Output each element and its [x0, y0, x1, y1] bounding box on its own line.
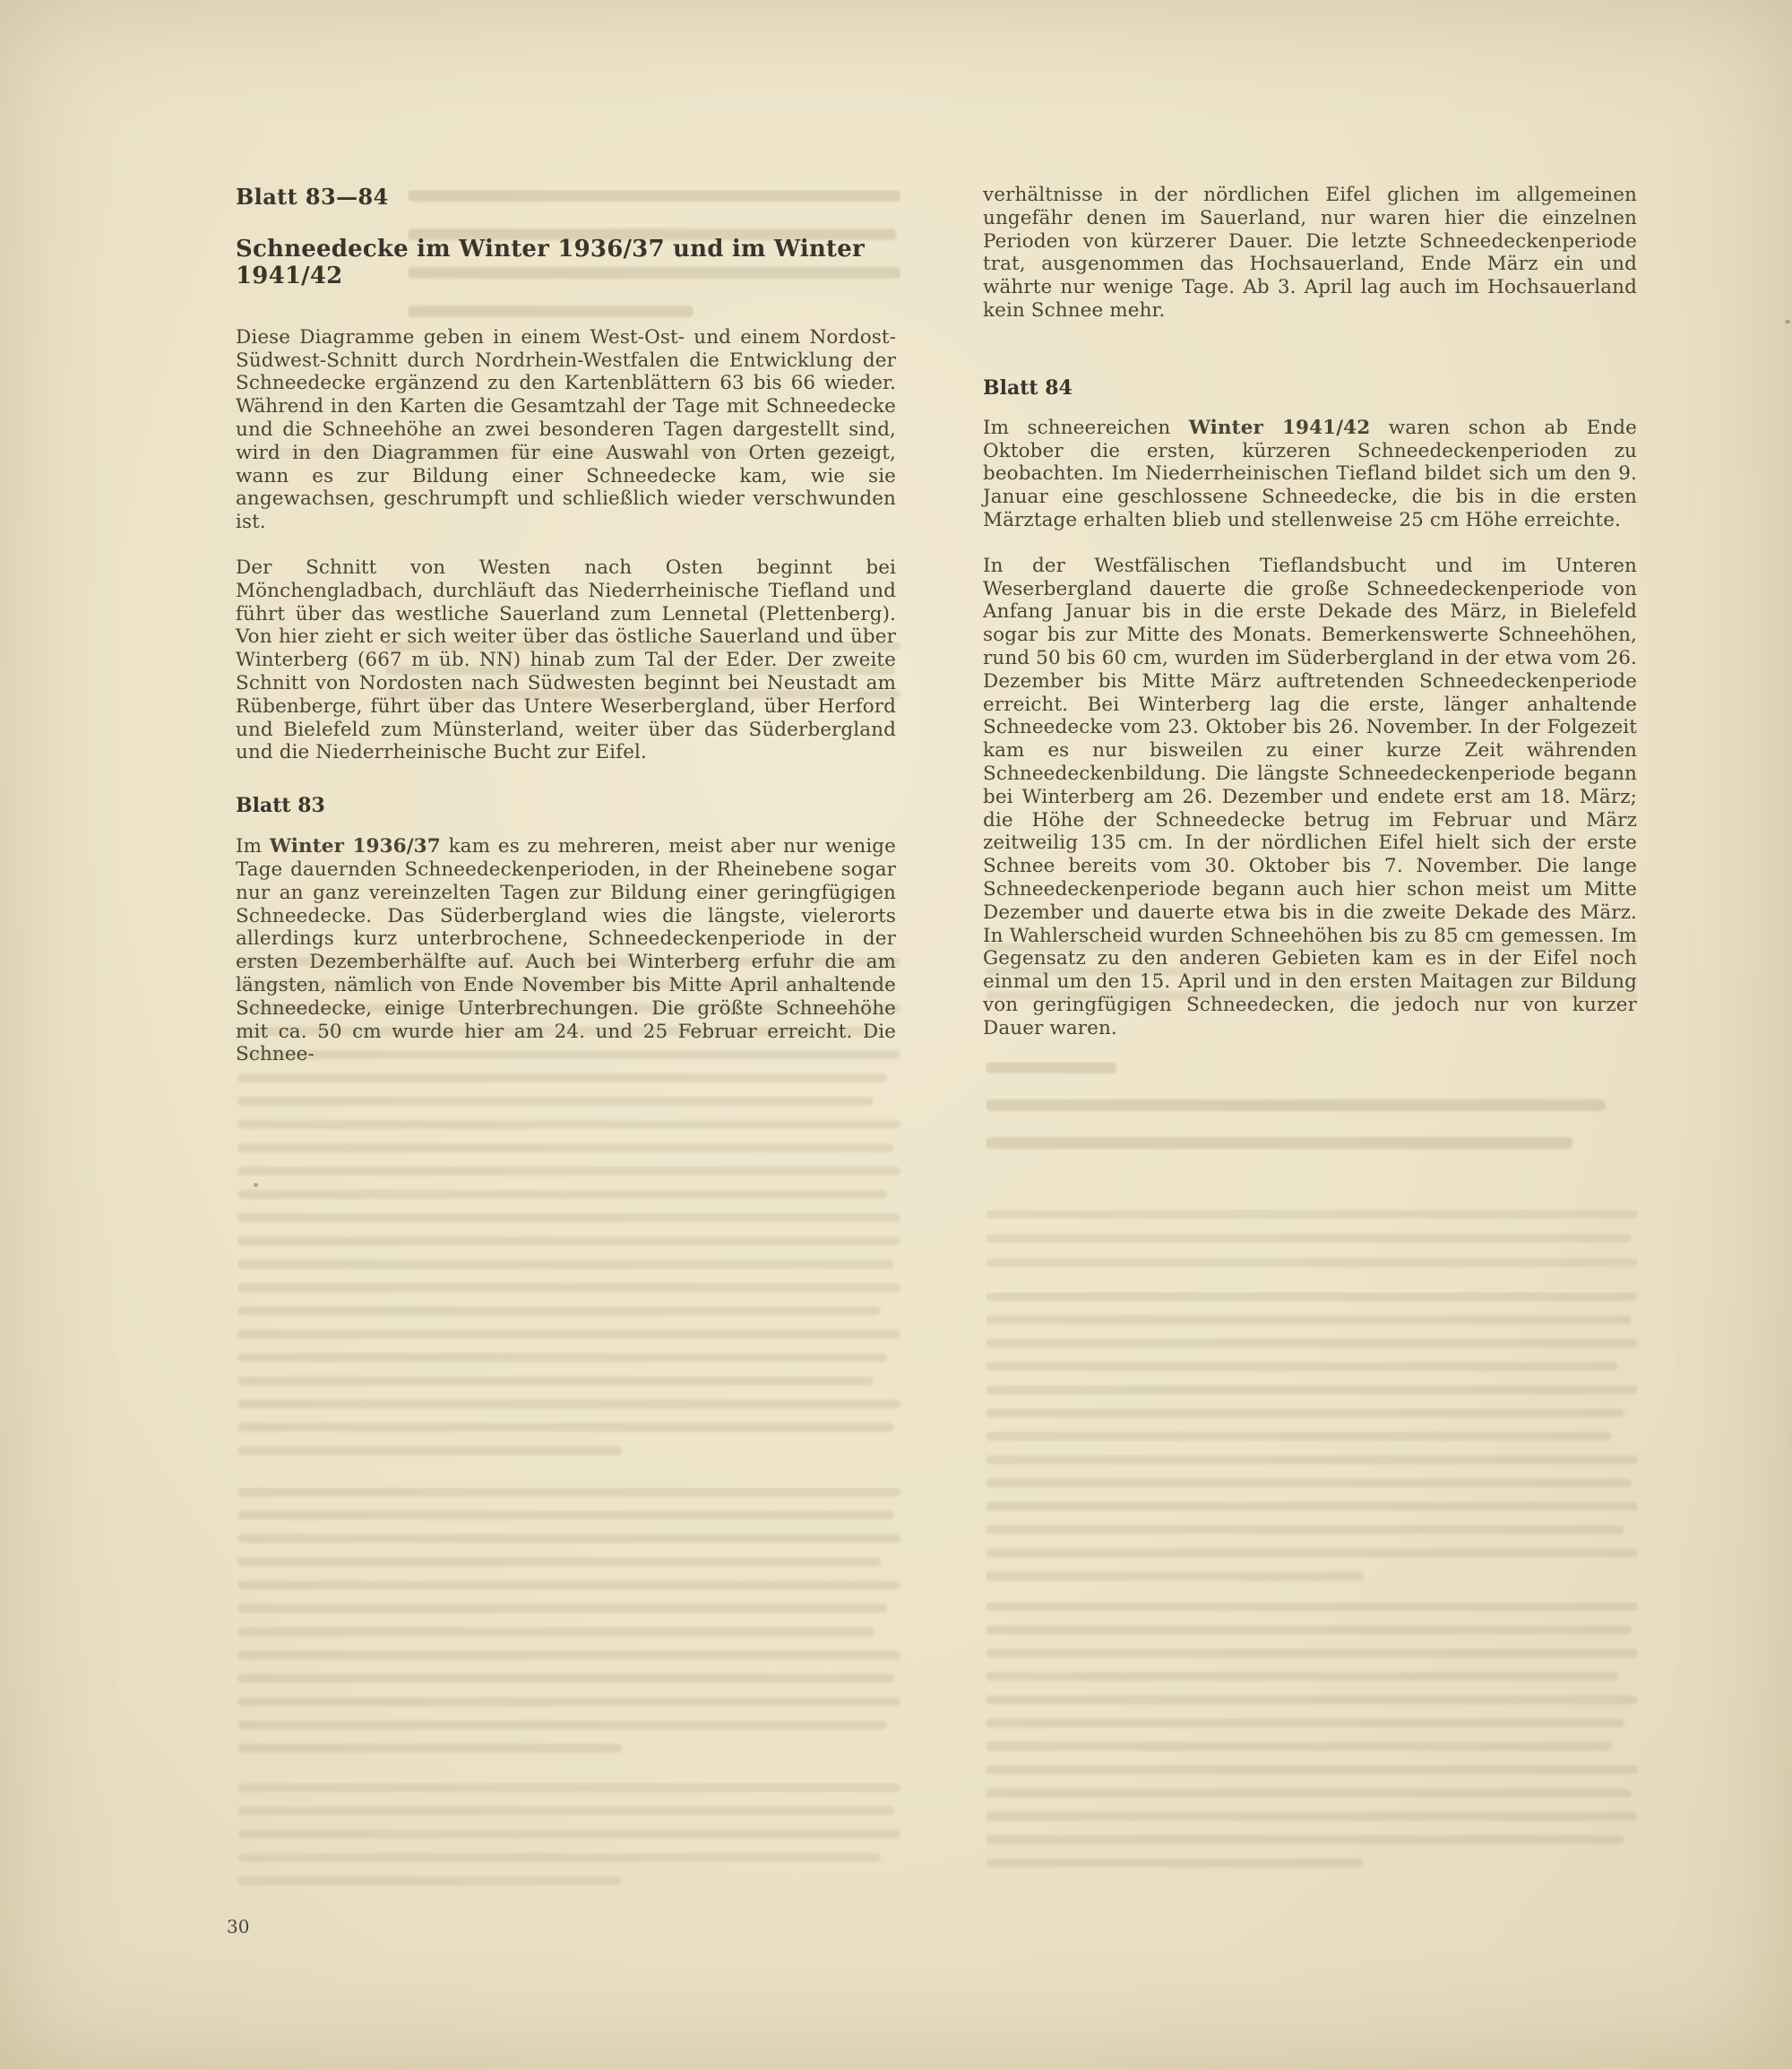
bleed-through-line — [237, 1143, 894, 1152]
section-heading-blatt-83: Blatt 83 — [236, 794, 325, 818]
bleed-through-line — [237, 1260, 894, 1269]
sheet-range-heading: Blatt 83—84 — [236, 184, 389, 210]
bleed-through-line — [986, 1315, 1632, 1324]
bleed-through-line — [986, 1234, 1632, 1243]
bleed-through-line — [986, 1765, 1638, 1774]
bleed-through-line — [237, 1167, 900, 1176]
section-heading-blatt-84: Blatt 84 — [983, 375, 1073, 400]
bleed-through-line — [986, 1362, 1618, 1371]
bleed-through-line — [986, 1812, 1638, 1821]
paragraph-text: kam es zu mehreren, meist aber nur wenige Tage dauernden Schneedeckenperioden, in der Rheinebene sogar nur an ganz vereinzelten Tagen zur Bildung einer geringfügigen Schneedecke. Das Süderbergland wies die längste, vielerorts allerdings kurz unterbrochene, Schneedeckenperiode in der ersten Dezemberhälfte auf. Auch bei Winterberg erfuhr die am längsten, nämlich von Ende November bis Mitte April anhaltende Schneedecke, einige Unterbrechungen. Die größte Schneehöhe mit ca. 50 cm wurde hier am 24. und 25 Februar erreicht. Die Schnee- — [236, 835, 896, 1066]
bleed-through-line — [237, 1400, 900, 1409]
bleed-through-line — [986, 1339, 1638, 1348]
bleed-through-line — [237, 1487, 900, 1496]
bleed-through-line — [237, 1651, 900, 1660]
bleed-through-line — [986, 1548, 1638, 1557]
bleed-through-line — [986, 1672, 1618, 1681]
bleed-through-line — [237, 1534, 900, 1543]
bleed-through-line — [986, 1742, 1612, 1751]
bleed-through-line — [237, 1097, 874, 1106]
bleed-through-line — [237, 1853, 881, 1862]
bleed-through-line — [237, 1213, 900, 1222]
bleed-through-line — [986, 1385, 1638, 1394]
bleed-through-line — [986, 1719, 1624, 1728]
bleed-through-line — [986, 1625, 1632, 1634]
intro-paragraph-1: Diese Diagramme geben in einem West-Ost- und einem Nordost-Südwest-Schnitt durch Nordrhein-Westfalen die Entwicklung der Schneedecke ergänzend zu den Kartenblättern 63 bis 66 wieder. Während in den Karten die Gesamtzahl der Tage mit Schneedecke und die Schneehöhe an zwei besonderen Tagen dargestellt sind, wird in den Diagrammen für eine Auswahl von Orten gezeigt, wann es zur Bildung einer Schneedecke kam, wie sie angewachsen, geschrumpft und schließlich wieder verschwunden ist. — [236, 325, 896, 534]
bleed-through-line — [237, 1376, 874, 1385]
bleed-through-line — [237, 1283, 900, 1292]
bleed-through-line — [237, 1190, 887, 1199]
bleed-through-line — [986, 1099, 1606, 1111]
bleed-through-line — [237, 1423, 894, 1432]
bleed-through-line — [237, 1876, 622, 1885]
bleed-through-line — [237, 1744, 622, 1753]
bleed-through-line — [986, 1137, 1572, 1149]
blatt-84-paragraph-2: In der Westfälischen Tieflandsbucht und im Unteren Weserbergland dauerte die große Schneedeckenperiode von Anfang Januar bis in die erste Dekade des März, in Bielefeld sogar bis zur Mitte des Monats. Bemerkenswerte Schneehöhen, rund 50 bis 60 cm, wurden im Süderbergland in der etwa vom 26. Dezember bis Mitte März auftretenden Schneedeckenperiode erreicht. Bei Winterberg lag die erste, länger anhaltende Schneedecke vom 23. Oktober bis 26. November. In der Folgezeit kam es nur bisweilen zu einer kurze Zeit währenden Schneedeckenbildung. Die längste Schneedeckenperiode begann bei Winterberg am 26. Dezember und endete erst am 18. März; die Höhe der Schneedecke betrug im Februar und März zeitweilig 135 cm. In der nördlichen Eifel hielt sich der erste Schnee bereits vom 30. Oktober bis 7. November. Die lange Schneedeckenperiode begann auch hier schon meist um Mitte Dezember und dauerte etwa bis in die zweite Dekade des März. In Wahlerscheid wurden Schneehöhen bis zu 85 cm gemessen. Im Gegensatz zu den anderen Gebieten kam es in der Eifel noch einmal um den 15. April und in den ersten Maitagen zur Bildung von geringfügigen Schneedecken, die jedoch nur von kurzer Dauer waren. — [983, 554, 1637, 1039]
bleed-through-line — [986, 1695, 1638, 1704]
bleed-through-line — [986, 1572, 1364, 1581]
bleed-through-line — [237, 1806, 894, 1815]
bleed-through-line — [237, 1783, 900, 1792]
winter-1941-42-bold: Winter 1941/42 — [1188, 416, 1371, 439]
bleed-through-line — [986, 1432, 1612, 1441]
page-title: Schneedecke im Winter 1936/37 und im Winter 1941/42 — [236, 236, 865, 289]
bleed-through-line — [237, 1511, 894, 1520]
bleed-through-line — [237, 1446, 622, 1455]
bleed-through-line — [237, 1720, 887, 1729]
blatt-83-paragraph — [236, 835, 896, 1066]
bleed-through-text — [237, 1487, 900, 1767]
bleed-through-line — [986, 1789, 1632, 1797]
winter-1936-37-bold: Winter 1936/37 — [269, 835, 441, 858]
bleed-through-text — [986, 1210, 1638, 1282]
bleed-through-line — [237, 1073, 887, 1082]
bleed-through-line — [237, 1306, 881, 1315]
bleed-through-line — [986, 1502, 1638, 1511]
bleed-through-line — [237, 1557, 881, 1566]
bleed-through-line — [237, 1604, 887, 1613]
blatt-84-paragraph-1 — [983, 417, 1637, 532]
right-column — [983, 184, 1637, 1040]
bleed-through-line — [986, 1649, 1638, 1658]
bleed-through-line — [237, 1330, 900, 1339]
bleed-through-line — [986, 1455, 1638, 1464]
bleed-through-line — [986, 1858, 1364, 1867]
bleed-through-line — [237, 1627, 874, 1636]
intro-paragraph-2: Der Schnitt von Westen nach Osten beginnt bei Mönchengladbach, durchläuft das Niederrheinische Tiefland und führt über das westliche Sauerland zum Lennetal (Plettenberg). Von hier zieht er sich weiter über das östliche Sauerland und über Winterberg (667 m üb. NN) hinab zum Tal der Eder. Der zweite Schnitt von Nordosten nach Südwesten beginnt bei Neustadt am Rübenberge, führt über das Untere Weserbergland, über Herford und Bielefeld zum Münsterland, weiter über das Süderbergland und die Niederrheinische Bucht zur Eifel. — [236, 556, 896, 764]
bleed-through-line — [237, 1830, 900, 1839]
bleed-through-text — [986, 1292, 1638, 1595]
paper-speck — [1785, 320, 1790, 323]
bleed-through-line — [986, 1409, 1624, 1418]
bleed-through-line — [237, 1237, 900, 1246]
bleed-through-line — [986, 1525, 1624, 1534]
bleed-through-line — [237, 1581, 900, 1590]
bleed-through-line — [986, 1478, 1632, 1487]
bleed-through-line — [986, 1835, 1624, 1844]
paragraph-text: Im — [236, 835, 270, 858]
paragraph-text: waren schon ab Ende Oktober die ersten, kürzeren Schneedeckenperioden zu beobachten. Im Niederrheinischen Tiefland bildet sich um den 9. Januar eine geschlossene Schneedecke, die bis in die ersten Märztage erhalten blieb und stellenweise 25 cm Höhe erreichte. — [983, 416, 1637, 531]
page-number: 30 — [227, 1916, 250, 1937]
bleed-through-line — [237, 1353, 887, 1362]
paper-speck — [254, 1183, 258, 1187]
bleed-through-text — [986, 1602, 1638, 1882]
bleed-through-line — [237, 1674, 894, 1683]
bleed-through-line — [986, 1210, 1638, 1219]
paragraph-text: Im schneereichen — [983, 416, 1189, 439]
bleed-through-line — [986, 1292, 1638, 1301]
continuation-paragraph: verhältnisse in der nördlichen Eifel glichen im allgemeinen ungefähr denen im Sauerland, nur waren hier die einzelnen Perioden von kürzerer Dauer. Die letzte Schneedeckenperiode trat, ausgenommen das Hochsauerland, Ende März ein und währte nur wenige Tage. Ab 3. April lag auch im Hochsauerland kein Schnee mehr. — [983, 184, 1637, 322]
bleed-through-line — [986, 1062, 1116, 1073]
bleed-through-text — [986, 1062, 1638, 1175]
bleed-through-line — [986, 1258, 1638, 1267]
bleed-through-line — [986, 1602, 1638, 1611]
left-column — [236, 184, 896, 1066]
bleed-through-line — [237, 1120, 900, 1129]
bleed-through-line — [237, 1697, 900, 1706]
bleed-through-text — [237, 1783, 900, 1900]
